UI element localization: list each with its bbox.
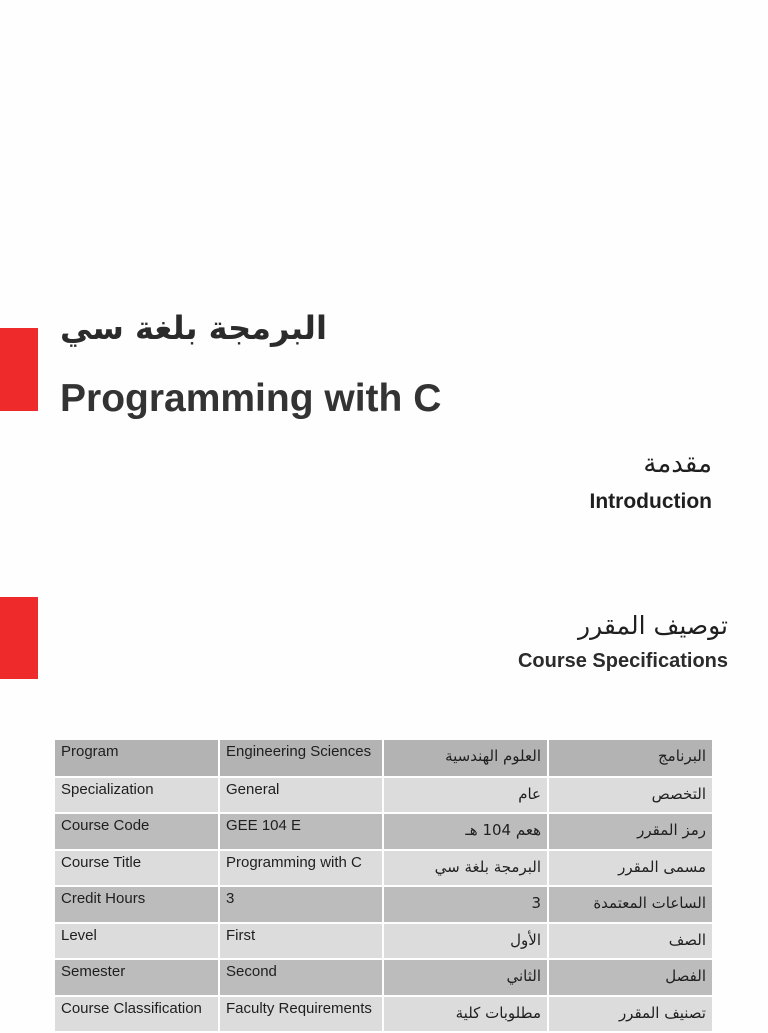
- table-cell-label-ar: مسمى المقرر: [548, 850, 713, 887]
- table-row-credit-hours: [55, 886, 713, 923]
- table-cell-label-ar: الفصل: [548, 959, 713, 996]
- table-cell-value-en: 3: [219, 886, 383, 923]
- table-row-program: [55, 740, 713, 777]
- table-cell-label-ar: التخصص: [548, 777, 713, 814]
- table-row-course-code: [55, 813, 713, 850]
- table-cell-value-en: GEE 104 E: [219, 813, 383, 850]
- table-cell-label-ar: الساعات المعتمدة: [548, 886, 713, 923]
- table-cell-value-ar: 3: [383, 886, 548, 923]
- table-cell-label-en: Credit Hours: [55, 886, 219, 923]
- table-cell-value-en: Engineering Sciences: [219, 740, 383, 777]
- page-title-arabic: البرمجة بلغة سي: [60, 309, 327, 347]
- table-cell-label-ar: رمز المقرر: [548, 813, 713, 850]
- table-cell-value-ar: الأول: [383, 923, 548, 960]
- page-title-english: Programming with C: [60, 377, 442, 420]
- table-cell-value-en: Faculty Requirements: [219, 996, 383, 1033]
- section-heading-introduction-english: Introduction: [589, 490, 712, 513]
- table-cell-label-ar: تصنيف المقرر: [548, 996, 713, 1033]
- table-cell-value-ar: الثاني: [383, 959, 548, 996]
- section-heading-specifications-english: Course Specifications: [517, 650, 728, 672]
- table-row-specialization: [55, 777, 713, 814]
- table-row-course-classification: [55, 996, 713, 1033]
- table-cell-label-en: Program: [55, 740, 219, 777]
- section-heading-introduction-arabic: مقدمة: [643, 449, 712, 479]
- table-cell-label-ar: الصف: [548, 923, 713, 960]
- table-cell-value-ar: هعم 104 هـ: [383, 813, 548, 850]
- table-cell-label-en: Level: [55, 923, 219, 960]
- section-heading-specifications-arabic: توصيف المقرر: [578, 611, 728, 640]
- table-cell-value-en: General: [219, 777, 383, 814]
- table-row-semester: [55, 959, 713, 996]
- table-cell-value-ar: مطلوبات كلية: [383, 996, 548, 1033]
- table-row-course-title: [55, 850, 713, 887]
- table-cell-label-en: Course Code: [55, 813, 219, 850]
- table-cell-label-en: Course Title: [55, 850, 219, 887]
- table-cell-value-en: Second: [219, 959, 383, 996]
- table-row-level: [55, 923, 713, 960]
- table-cell-value-ar: العلوم الهندسية: [383, 740, 548, 777]
- course-spec-table: [55, 740, 714, 1033]
- table-cell-value-ar: البرمجة بلغة سي: [383, 850, 548, 887]
- accent-bar-specifications: [0, 597, 38, 679]
- table-cell-label-en: Specialization: [55, 777, 219, 814]
- table-cell-value-en: First: [219, 923, 383, 960]
- table-cell-value-ar: عام: [383, 777, 548, 814]
- accent-bar-title: [0, 328, 38, 411]
- table-cell-label-ar: البرنامج: [548, 740, 713, 777]
- table-cell-label-en: Semester: [55, 959, 219, 996]
- table-cell-label-en: Course Classification: [55, 996, 219, 1033]
- table-cell-value-en: Programming with C: [219, 850, 383, 887]
